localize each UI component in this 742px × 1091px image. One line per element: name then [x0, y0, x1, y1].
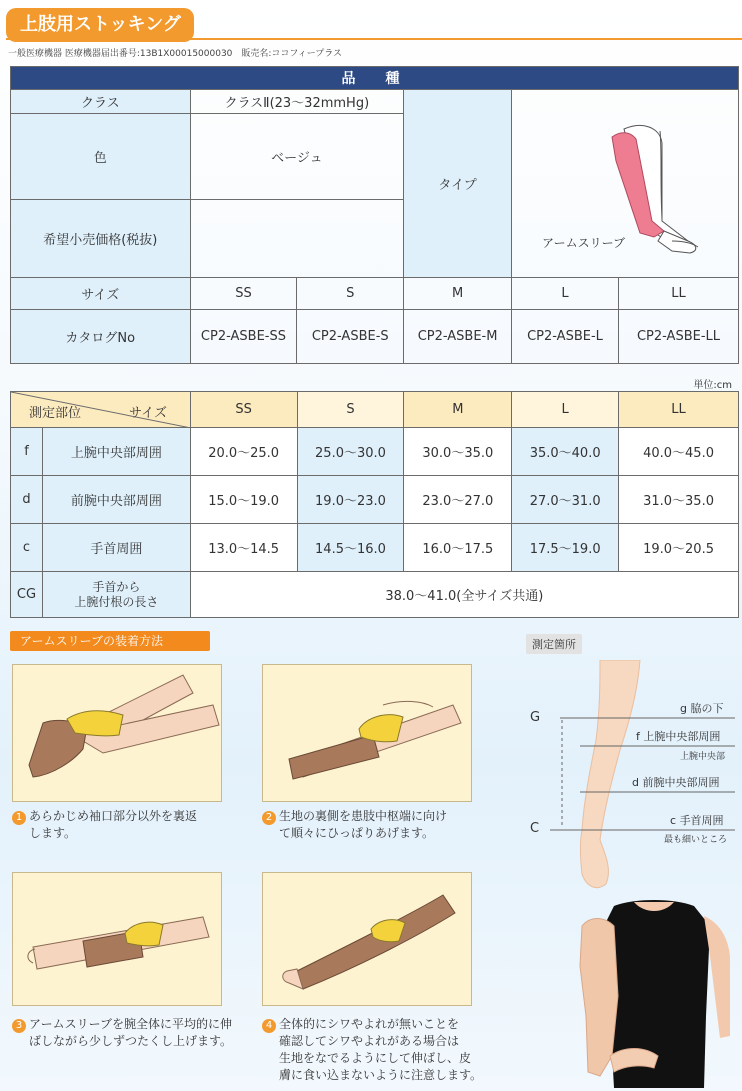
- catalog-l: CP2-ASBE-L: [511, 310, 618, 364]
- msize-ss: SS: [190, 392, 297, 428]
- size-l: L: [511, 278, 618, 310]
- size-s: S: [297, 278, 404, 310]
- type-value: アームスリーブ: [541, 236, 626, 250]
- measurement-table: [10, 391, 739, 618]
- step4-line4: 膚に食い込まないように注意します。: [279, 1068, 483, 1082]
- cell-value: 35.0～40.0: [512, 428, 619, 476]
- cell-value: 19.0～23.0: [297, 476, 404, 524]
- msize-l: L: [512, 392, 619, 428]
- gathering-sleeve-image: [13, 873, 221, 1005]
- c-code: c: [670, 814, 677, 827]
- step2-text: [262, 808, 482, 842]
- cell-value: 14.5～16.0: [297, 524, 404, 572]
- c-sub: 最も細いところ: [664, 835, 728, 845]
- step3-number: 3: [12, 1019, 26, 1033]
- page-title: 上肢用ストッキング: [6, 8, 194, 42]
- step2-number: 2: [262, 811, 276, 825]
- size-header: サイズ: [129, 406, 167, 421]
- step3-line1: アームスリーブを腕全体に平均的に伸: [29, 1017, 233, 1031]
- measure-header-cell: [11, 392, 191, 428]
- c-label: [670, 812, 724, 828]
- smoothing-sleeve-image: [263, 873, 471, 1005]
- f-label: [636, 728, 720, 744]
- step4-line3: 生地をなでるようにして伸ばし、皮: [279, 1051, 472, 1065]
- step2-line1: 生地の裏側を患肢中枢端に向け: [279, 809, 448, 823]
- catalog-s: CP2-ASBE-S: [297, 310, 404, 364]
- step2-line2: て順々にひっぱりあげます。: [279, 826, 435, 840]
- catalog-m: CP2-ASBE-M: [404, 310, 512, 364]
- pulling-sleeve-image: [263, 665, 471, 801]
- step1-line2: します。: [29, 826, 77, 840]
- step3-line2: ばしながら少しずつたくし上げます。: [29, 1034, 233, 1048]
- unit-label: 単位:cm: [693, 380, 732, 391]
- size-label: サイズ: [11, 278, 191, 310]
- f-text: 上腕中央部周囲: [643, 730, 721, 743]
- f-code: f: [636, 730, 640, 743]
- cg-name-line1: 手首から: [92, 579, 141, 594]
- howto-title: アームスリーブの装着方法: [10, 631, 210, 651]
- cell-value: 16.0～17.5: [404, 524, 512, 572]
- class-value: クラスⅡ(23～32mmHg): [190, 90, 404, 114]
- msize-s: S: [297, 392, 404, 428]
- d-code: d: [632, 776, 639, 789]
- msize-m: M: [404, 392, 512, 428]
- row-name: 手首周囲: [42, 524, 190, 572]
- size-ll: LL: [618, 278, 738, 310]
- color-label: 色: [11, 114, 191, 200]
- point-C: C: [530, 821, 540, 836]
- cell-value: 13.0～14.5: [190, 524, 297, 572]
- step4-line1: 全体的にシワやよれが無いことを: [279, 1017, 460, 1031]
- msize-ll: LL: [619, 392, 739, 428]
- step4-illustration: [262, 872, 472, 1006]
- registration-text: 一般医療機器 医療機器届出番号:13B1X00015000030 販売名:ココフィープラス: [8, 49, 342, 59]
- catalog-ll: CP2-ASBE-LL: [618, 310, 738, 364]
- row-name: 前腕中央部周囲: [42, 476, 190, 524]
- f-sub: 上腕中央部: [680, 752, 726, 762]
- g-label: [680, 700, 723, 716]
- catalog-ss: CP2-ASBE-SS: [190, 310, 297, 364]
- catalog-label: カタログNo: [11, 310, 191, 364]
- arm-inverting-sleeve-image: [13, 665, 221, 801]
- point-G: G: [530, 710, 541, 725]
- row-code: c: [11, 524, 43, 572]
- cell-value: 20.0～25.0: [190, 428, 297, 476]
- type-image-cell: [511, 90, 738, 278]
- c-text: 手首周囲: [679, 814, 724, 827]
- size-ss: SS: [190, 278, 297, 310]
- step4-number: 4: [262, 1019, 276, 1033]
- g-code: g: [680, 702, 687, 715]
- row-code: f: [11, 428, 43, 476]
- step1-illustration: [12, 664, 222, 802]
- product-table-header: 品 種: [11, 67, 739, 90]
- part-header: 測定部位: [29, 406, 82, 421]
- row-name: 上腕中央部周囲: [42, 428, 190, 476]
- row-code: CG: [11, 572, 43, 618]
- step1-text: [12, 808, 232, 842]
- howto-underline: [10, 649, 210, 650]
- cg-value: 38.0～41.0(全サイズ共通): [190, 572, 738, 618]
- cell-value: 19.0～20.5: [619, 524, 739, 572]
- product-table: [10, 66, 739, 364]
- cell-value: 25.0～30.0: [297, 428, 404, 476]
- cell-value: 27.0～31.0: [512, 476, 619, 524]
- step1-number: 1: [12, 811, 26, 825]
- cg-name-line2: 上腕付根の長さ: [74, 594, 159, 609]
- cell-value: 23.0～27.0: [404, 476, 512, 524]
- step4-text: [262, 1016, 502, 1084]
- step1-line1: あらかじめ袖口部分以外を裏返: [29, 809, 198, 823]
- cell-value: 31.0～35.0: [619, 476, 739, 524]
- step3-illustration: [12, 872, 222, 1006]
- cell-value: 15.0～19.0: [190, 476, 297, 524]
- d-text: 前腕中央部周囲: [642, 776, 720, 789]
- step3-text: [12, 1016, 252, 1050]
- d-label: [632, 774, 719, 790]
- title-underline: [6, 38, 742, 40]
- color-value: ベージュ: [190, 114, 404, 200]
- type-label: タイプ: [404, 90, 512, 278]
- measure-points-title: 測定箇所: [526, 634, 582, 654]
- class-label: クラス: [11, 90, 191, 114]
- g-text: 脇の下: [690, 702, 724, 715]
- price-value: [190, 200, 404, 278]
- step4-line2: 確認してシワやよれがある場合は: [279, 1034, 460, 1048]
- model-photo: [574, 896, 740, 1088]
- step2-illustration: [262, 664, 472, 802]
- price-label: 希望小売価格(税抜): [11, 200, 191, 278]
- row-code: d: [11, 476, 43, 524]
- cell-value: 40.0～45.0: [619, 428, 739, 476]
- cell-value: 30.0～35.0: [404, 428, 512, 476]
- row-name: [42, 572, 190, 618]
- cell-value: 17.5～19.0: [512, 524, 619, 572]
- size-m: M: [404, 278, 512, 310]
